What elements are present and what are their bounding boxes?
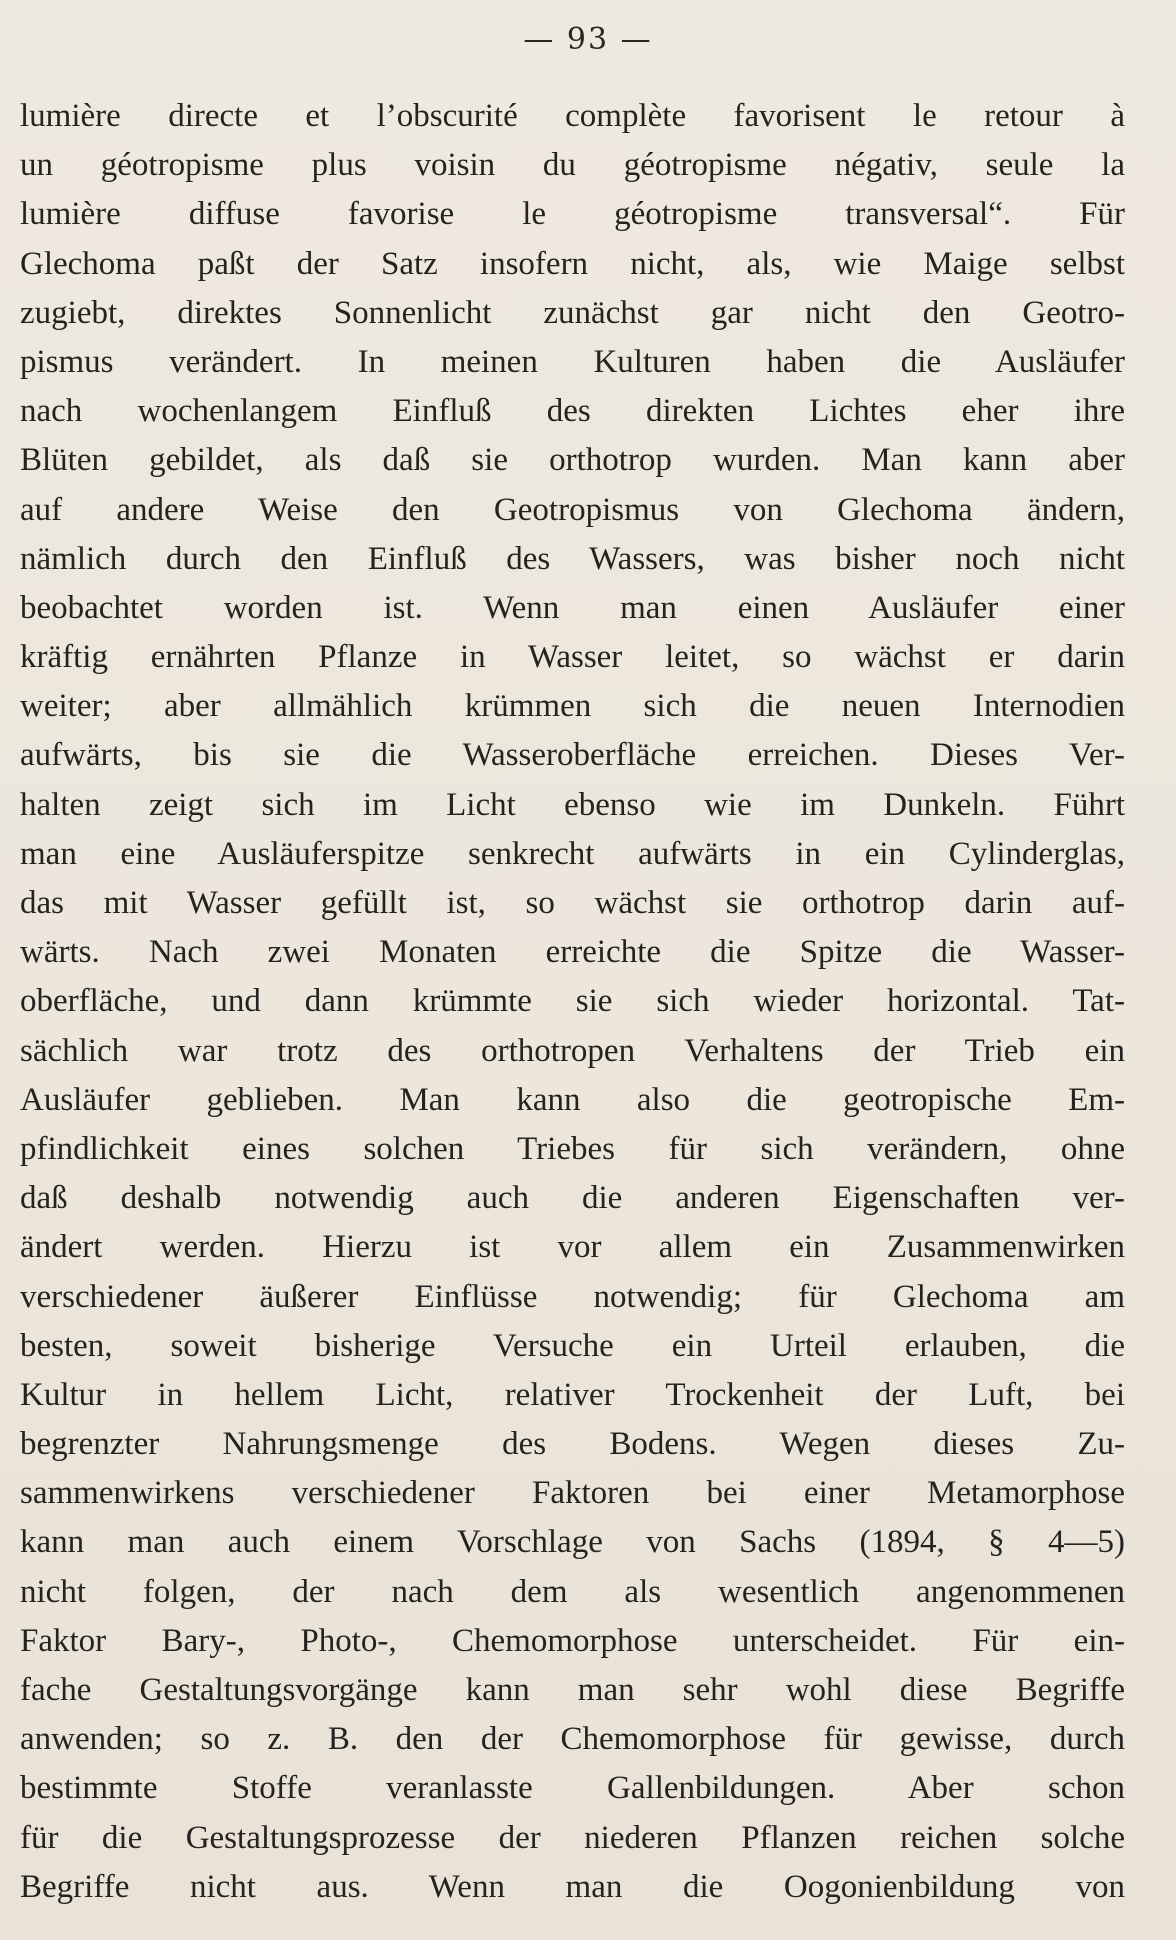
- text-line: nicht folgen, der nach dem als wesentlich angenommenen: [20, 1573, 1125, 1610]
- text-line: halten zeigt sich im Licht ebenso wie im Dunkeln. Führt: [20, 786, 1125, 823]
- text-line: pfindlichkeit eines solchen Triebes für sich verändern, ohne: [20, 1130, 1125, 1167]
- text-line: anwenden; so z. B. den der Chemomorphose für gewisse, durch: [20, 1721, 1125, 1758]
- text-line: begrenzter Nahrungsmenge des Bodens. Wegen dieses Zu-: [20, 1426, 1125, 1463]
- text-line: nach wochenlangem Einfluß des direkten Lichtes eher ihre: [20, 393, 1125, 430]
- text-line: aufwärts, bis sie die Wasseroberfläche erreichen. Dieses Ver-: [20, 737, 1125, 774]
- text-line: oberfläche, und dann krümmte sie sich wieder horizontal. Tat-: [20, 983, 1125, 1020]
- text-line: Glechoma paßt der Satz insofern nicht, als, wie Maige selbst: [20, 245, 1125, 282]
- text-line: für die Gestaltungsprozesse der niederen Pflanzen reichen solche: [20, 1819, 1125, 1856]
- text-line: kann man auch einem Vorschlage von Sachs (1894, § 4—5): [20, 1524, 1125, 1561]
- text-line: lumière diffuse favorise le géotropisme transversal“. Für: [20, 196, 1125, 233]
- text-line: lumière directe et l’obscurité complète favorisent le retour à: [20, 98, 1125, 134]
- text-line: das mit Wasser gefüllt ist, so wächst sie orthotrop darin auf-: [20, 885, 1125, 921]
- text-line: Faktor Bary-, Photo-, Chemomorphose unterscheidet. Für ein-: [20, 1622, 1125, 1659]
- text-line: ändert werden. Hierzu ist vor allem ein Zusammenwirken: [20, 1229, 1125, 1266]
- text-line: sächlich war trotz des orthotropen Verhaltens der Trieb ein: [20, 1032, 1125, 1069]
- text-line: pismus verändert. In meinen Kulturen haben die Ausläufer: [20, 343, 1125, 380]
- body-text: [20, 92, 1125, 1912]
- text-line: Ausläufer geblieben. Man kann also die geotropische Em-: [20, 1081, 1125, 1118]
- text-line: sammenwirkens verschiedener Faktoren bei einer Metamorphose: [20, 1475, 1125, 1512]
- text-line: fache Gestaltungsvorgänge kann man sehr wohl diese Begriffe: [20, 1672, 1125, 1708]
- text-line: Kultur in hellem Licht, relativer Trockenheit der Luft, bei: [20, 1376, 1125, 1413]
- text-line: Blüten gebildet, als daß sie orthotrop wurden. Man kann aber: [20, 442, 1125, 479]
- text-line: man eine Ausläuferspitze senkrecht aufwärts in ein Cylinderglas,: [20, 835, 1125, 872]
- text-line: beobachtet worden ist. Wenn man einen Ausläufer einer: [20, 589, 1125, 626]
- text-line: besten, soweit bisherige Versuche ein Urteil erlauben, die: [20, 1327, 1125, 1364]
- text-line: nämlich durch den Einfluß des Wassers, was bisher noch nicht: [20, 540, 1125, 577]
- text-line: bestimmte Stoffe veranlasste Gallenbildungen. Aber schon: [20, 1770, 1125, 1807]
- text-line: wärts. Nach zwei Monaten erreichte die Spitze die Wasser-: [20, 934, 1125, 971]
- text-line: kräftig ernährten Pflanze in Wasser leitet, so wächst er darin: [20, 639, 1125, 676]
- page-number: — 93 —: [523, 22, 653, 57]
- text-line: zugiebt, direktes Sonnenlicht zunächst gar nicht den Geotro-: [20, 294, 1125, 331]
- text-line: auf andere Weise den Geotropismus von Glechoma ändern,: [20, 491, 1125, 528]
- text-line: Begriffe nicht aus. Wenn man die Oogonienbildung von: [20, 1868, 1125, 1905]
- text-line: daß deshalb notwendig auch die anderen Eigenschaften ver-: [20, 1180, 1125, 1217]
- text-line: weiter; aber allmählich krümmen sich die neuen Internodien: [20, 688, 1125, 725]
- text-line: un géotropisme plus voisin du géotropisme négativ, seule la: [20, 147, 1125, 184]
- text-line: verschiedener äußerer Einflüsse notwendig; für Glechoma am: [20, 1278, 1125, 1315]
